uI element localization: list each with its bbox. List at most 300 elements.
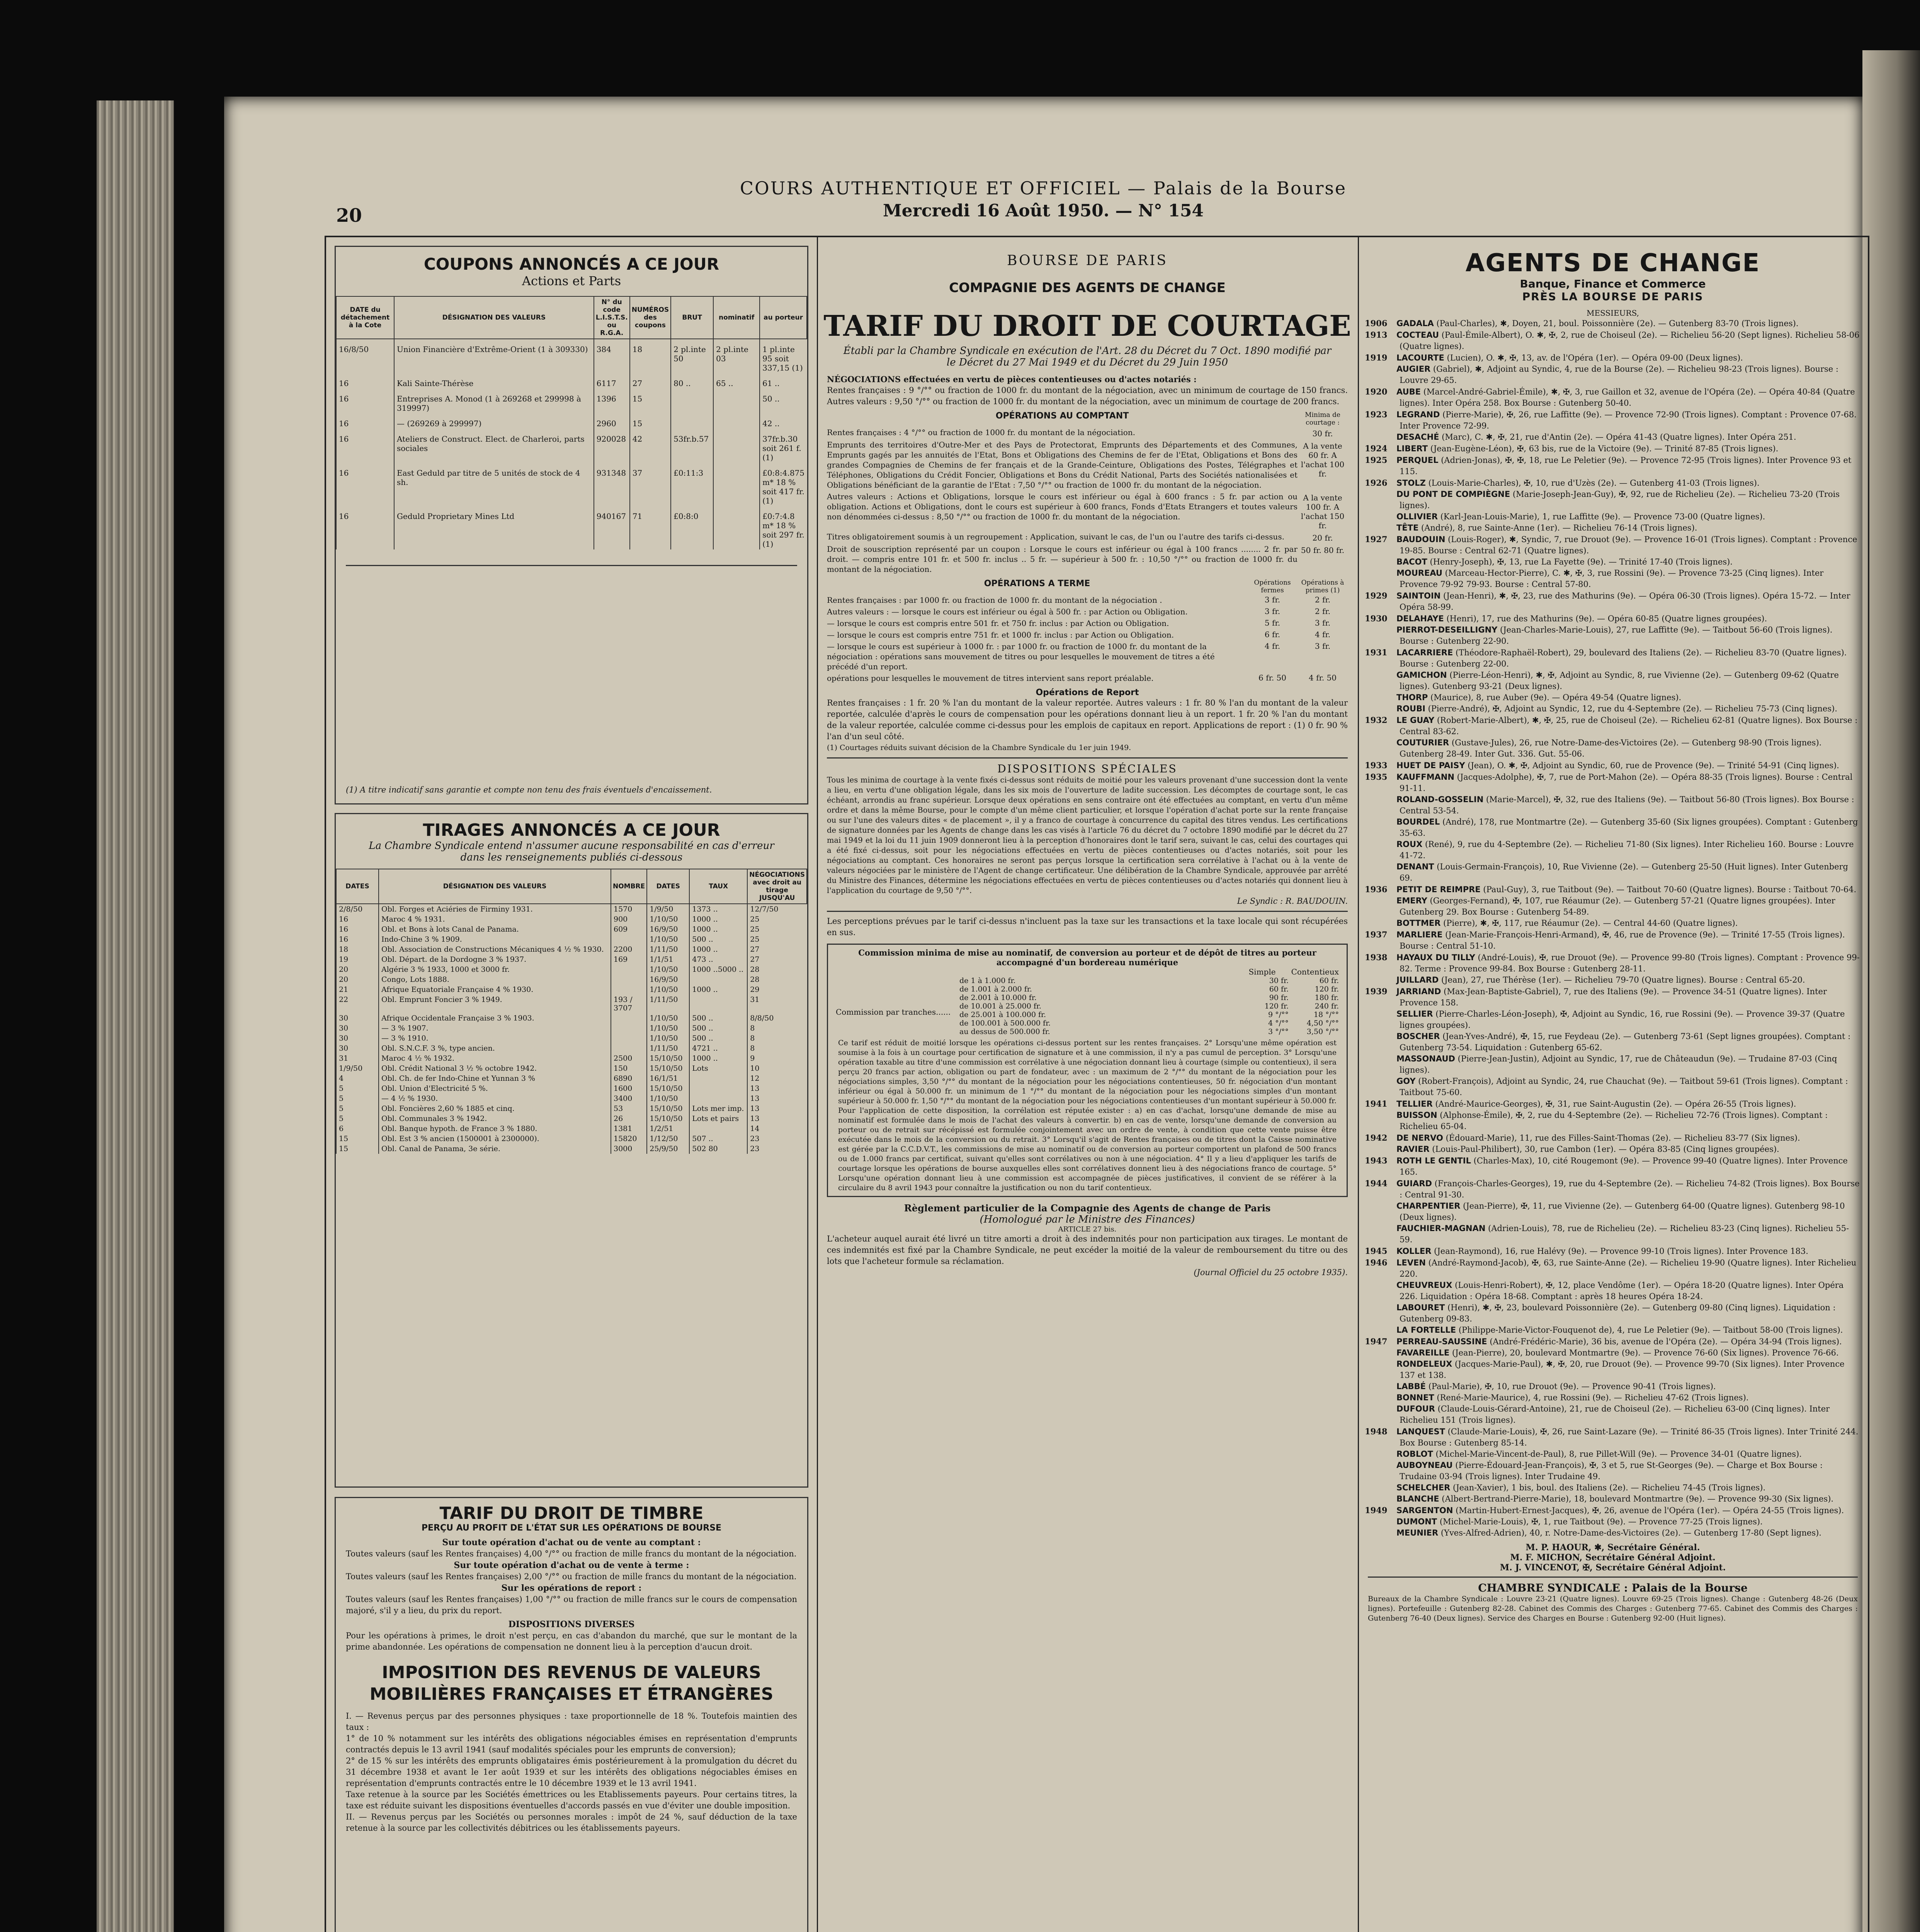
table-cell: 23 xyxy=(747,1144,807,1154)
compagnie-title: COMPAGNIE DES AGENTS DE CHANGE xyxy=(949,280,1226,296)
col-date: DATE du détachement à la Cote xyxy=(336,296,394,339)
col-nominatif: nominatif xyxy=(713,296,760,339)
table-cell: Union Financière d'Extrême-Orient (1 à 309330) xyxy=(394,339,594,373)
table-cell: Maroc 4 % 1931. xyxy=(379,914,611,924)
table-cell: — (269269 à 299997) xyxy=(394,413,594,429)
list-item xyxy=(959,993,1347,1002)
table-cell: 16 xyxy=(336,413,394,429)
list-item xyxy=(817,491,1358,531)
table-row xyxy=(336,1023,807,1033)
list-item xyxy=(817,594,1358,606)
agent-details: (Karl-Jean-Louis-Marie), 1, rue Laffitte (9e). — Provence 73-00 (Quatre lignes). xyxy=(1440,512,1765,521)
agent-details: (Charles-Max), 10, cité Rougemont (9e). — Provence 99-40 (Quatre lignes). Inter Provence 165. xyxy=(1400,1156,1848,1177)
agent-name: GOY xyxy=(1396,1077,1416,1086)
nego-title: NÉGOCIATIONS effectuées en vertu de pièces contentieuses ou d'actes notariés : xyxy=(827,374,1197,384)
table-cell: 1/10/50 xyxy=(647,934,689,944)
agent-details: (Georges-Fernand), ✠, 107, rue Réaumur (2e). — Gutenberg 57-21 (Quatre lignes groupées). Inter Gutenberg 29. Box Bourse : Gutenberg 54-89. xyxy=(1400,896,1835,917)
table-cell: 15/10/50 xyxy=(647,1083,689,1094)
table-cell: 8 xyxy=(747,1023,807,1033)
tirages-table-body xyxy=(336,904,807,1154)
list-item xyxy=(1365,556,1861,568)
col-remb-dates: DATES xyxy=(647,869,689,904)
table-cell: 30 xyxy=(336,1043,379,1053)
terme-primes: 2 fr. xyxy=(1315,595,1331,604)
agent-details: (Lucien), O. ✱, ✠, 13, av. de l'Opéra (1er). — Opéra 09-00 (Deux lignes). xyxy=(1447,353,1743,362)
comm-simple: 30 fr. xyxy=(1269,976,1289,985)
list-item xyxy=(1365,1155,1861,1178)
reglement-subtitle: (Homologué par le Ministre des Finances) xyxy=(980,1214,1195,1225)
table-row xyxy=(336,1013,807,1023)
agent-name: ROUBI xyxy=(1396,704,1425,713)
syndic-signature: Le Syndic : R. BAUDOUIN. xyxy=(1237,896,1348,906)
table-cell: £0:11:3 xyxy=(671,463,713,506)
comm-simple: 4 °/°° xyxy=(1268,1019,1289,1027)
agent-details: (André-Maurice-Georges), ✠, 31, rue Saint-Augustin (2e). — Opéra 26-55 (Trois lignes). xyxy=(1435,1099,1796,1109)
terme-text: Rentes françaises : par 1000 fr. ou fraction de 1000 fr. du montant de la négociation . xyxy=(827,595,1162,605)
agent-details: (René-Marie-Maurice), 4, rue Rossini (9e). — Richelieu 47-62 (Trois lignes). xyxy=(1437,1393,1749,1402)
left-column xyxy=(326,237,818,1932)
table-cell: 4721 .. xyxy=(689,1043,747,1053)
agent-name: SELLIER xyxy=(1396,1009,1433,1019)
timbre-t2: Toutes valeurs (sauf les Rentes françaises) 2,00 °/°° ou fraction de mille francs du montant de la négociation. xyxy=(346,1572,797,1581)
list-item xyxy=(1365,352,1861,364)
list-item xyxy=(1365,816,1861,839)
comm-simple: 60 fr. xyxy=(1269,985,1289,993)
comptant-text: Droit de souscription représenté par un coupon : Lorsque le cours est inférieur ou égal à 100 francs ........ 2 fr. par droit. — compris entre 101 fr. et 500 fr. inclus .. 5 fr. — supérieur à 500 fr. : 10,50 °/°° ou fraction de 1000 fr. du montant de la négociation. xyxy=(827,544,1298,574)
table-cell: 16 xyxy=(336,924,379,934)
table-cell xyxy=(713,389,760,413)
agent-details: (Jean-Yves-André), ✠, 15, rue Feydeau (2e). — Gutenberg 73-61 (Sept lignes groupées). Comptant : Gutenberg 73-54. Liquidation : Gutenberg 65-62. xyxy=(1400,1032,1851,1052)
table-cell: 500 .. xyxy=(689,934,747,944)
list-item xyxy=(1365,522,1861,534)
table-cell: 473 .. xyxy=(689,954,747,964)
terme-text: Autres valeurs : — lorsque le cours est inférieur ou égal à 500 fr. : par Action ou Obligation. xyxy=(827,607,1188,616)
agent-name: OLLIVIER xyxy=(1396,512,1438,521)
agent-details: (Robert-Marie-Albert), ✱, ✠, 25, rue de Choiseul (2e). — Richelieu 62-81 (Quatre lignes). Box Bourse : Central 83-62. xyxy=(1400,716,1858,736)
agent-details: (Claude-Marie-Louis), ✠, 26, rue Saint-Lazare (9e). — Trinité 86-35 (Trois lignes). Inter Trinité 244. Box Bourse : Gutenberg 85-14. xyxy=(1400,1427,1859,1447)
comm-col-simple: Simple xyxy=(1248,967,1276,976)
table-cell: 22 xyxy=(336,995,379,1013)
table-cell: Obl. Association de Constructions Mécaniques 4 ½ % 1930. xyxy=(379,944,611,954)
book-page-edges xyxy=(97,100,174,1932)
timbre-title: TARIF DU DROIT DE TIMBRE xyxy=(439,1503,704,1523)
agent-name: AUGIER xyxy=(1396,364,1431,374)
agent-details: (Jacques-Adolphe), ✠, 7, rue de Port-Mahon (2e). — Opéra 88-35 (Trois lignes). Bourse : Central 91-11. xyxy=(1400,772,1853,793)
agent-details: (Pierre-Marie), ✠, 26, rue Laffitte (9e). — Provence 72-90 (Trois lignes). Comptant : Provence 07-68. Inter Provence 72-99. xyxy=(1400,410,1857,430)
comptant-value: 50 fr. 80 fr. xyxy=(1301,546,1345,555)
table-cell: 15820 xyxy=(611,1134,647,1144)
table-cell: 3400 xyxy=(611,1094,647,1104)
comm-contentieux: 120 fr. xyxy=(1315,985,1339,993)
table-cell: 23 xyxy=(747,1134,807,1144)
comptant-title: OPÉRATIONS AU COMPTANT xyxy=(995,411,1129,421)
table-cell: 507 .. xyxy=(689,1134,747,1144)
agent-name: LABOURET xyxy=(1396,1303,1445,1312)
table-cell: 1/10/50 xyxy=(647,914,689,924)
table-row xyxy=(336,924,807,934)
terme-primes: 2 fr. xyxy=(1315,607,1331,616)
agent-details: (Jean), 27, rue Thérèse (1er). — Richelieu 79-70 (Quatre lignes). Bourse : Central 65-20. xyxy=(1441,975,1805,985)
terme-fermes: 4 fr. xyxy=(1264,641,1281,651)
agent-details: (Pierre-Jean-Justin), Adjoint au Syndic, 17, rue de Châteaudun (9e). — Trudaine 87-03 (Cinq lignes). xyxy=(1400,1054,1837,1075)
table-cell: 27 xyxy=(630,373,671,389)
list-item xyxy=(1365,737,1861,760)
table-cell: Obl. Crédit National 3 ½ % octobre 1942. xyxy=(379,1063,611,1073)
table-row xyxy=(336,1063,807,1073)
table-cell: 16 xyxy=(336,914,379,924)
agent-name: MEUNIER xyxy=(1396,1528,1439,1537)
agent-name: RAVIER xyxy=(1396,1145,1430,1154)
table-cell: 20 xyxy=(336,964,379,975)
dispositions-text: Tous les minima de courtage à la vente fixés ci-dessus sont réduits de moitié pour les valeurs provenant d'une succession dont la vente a lieu, en vertu d'une obligation légale, dans les six mois de l'ouverture de ladite succession. Les décomptes de courtage sont, le cas échéant, arrondis au franc supérieur. Lorsque deux opérations en sens contraire ont été effectuées au comptant, en vertu d'un même ordre et dans la même Bourse, pour le compte d'un même client particulier, et lorsque l'opération d'achat porte sur la rente française ou sur l'une des valeurs dites « de placement », il y a franco de courtage à concurrence du capital des titres vendus. Les certifications de signature données par les Agents de change dans les cas visés à l'article 76 du décret du 7 octobre 1890 modifié par le décret du 27 mai 1949 et la loi du 11 juin 1909 donneront lieu à la perception d'honoraires dont le tarif sera, suivant le cas, celui des courtages qui a été fixé ci-dessus, soit pour les négociations effectuées en vertu de pièces contentieuses ou d'actes notariés, soit pour les négociations au comptant. Ces honoraires ne seront pas perçus lorsque la certification sera corrélative à l'achat ou à la vente de valeurs négociées par le ministère de l'Agent de change certificateur. Une délibération de la Chambre Syndicale, approuvée par arrêté du Ministre des Finances, détermine les négociations effectuées en vertu de pièces contentieuses ou d'actes notariés qui donnent lieu à l'application du courtage de 9,50 °/°°. xyxy=(827,776,1348,895)
agent-name: DELAHAYE xyxy=(1396,614,1444,623)
secretaire-vincenot: M. J. VINCENOT, ✠, Secrétaire Général Adjoint. xyxy=(1500,1563,1726,1573)
list-item xyxy=(817,543,1358,575)
comptant-text: Autres valeurs : Actions et Obligations, lorsque le cours est inférieur ou égal à 600 francs : 5 fr. par action ou obligation. Actions et Obligations, dont le cours est supérieur à 600 francs, Fonds d'Etats Etrangers et toutes valeurs non dénommées ci-dessus : 8,50 °/°° ou fraction de 1000 fr. du montant de la négociation. xyxy=(827,492,1298,521)
timbre-t4: Pour les opérations à primes, le droit n'est perçu, en cas d'abandon du marché, que sur le montant de la prime abandonnée. Les opérations de compensation ne donnent lieu à la perception d'aucun droit. xyxy=(346,1631,797,1651)
agent-year: 1923 xyxy=(1365,410,1388,419)
agent-year: 1935 xyxy=(1365,772,1388,782)
table-cell: Obl. Union d'Electricité 5 %. xyxy=(379,1083,611,1094)
table-row xyxy=(336,373,807,389)
agent-year: 1933 xyxy=(1365,760,1388,770)
table-row xyxy=(336,1043,807,1053)
comptant-value: 20 fr. xyxy=(1312,533,1333,543)
table-cell: 5 xyxy=(336,1083,379,1094)
table-cell xyxy=(611,975,647,985)
agent-details: (Marc), C. ✱, ✠, 21, rue d'Antin (2e). — Opéra 41-43 (Quatre lignes). Inter Opéra 251. xyxy=(1442,432,1796,442)
table-cell: 1000 ..5000 .. xyxy=(689,964,747,975)
nego-text: Rentes françaises : 9 °/°° ou fraction de 1000 fr. du montant de la négociation, avec un minimum de courtage de 150 francs. Autres valeurs : 9,50 °/°° ou fraction de 1000 fr. du montant de la négociation, avec un minimum de courtage de 200 francs. xyxy=(827,386,1348,406)
table-cell: 931348 xyxy=(594,463,630,506)
report-note: (1) Courtages réduits suivant décision de la Chambre Syndicale du 1er juin 1949. xyxy=(827,743,1131,752)
table-cell: 500 .. xyxy=(689,1013,747,1023)
comm-contentieux: 180 fr. xyxy=(1315,993,1339,1002)
imposition-t2: 1° de 10 % notamment sur les intérêts des obligations négociables émises en représentation d'emprunts contractés depuis le 13 avril 1941 (sauf modalités spéciales pour les emprunts de conversion); xyxy=(346,1734,797,1754)
secretaire-michon: M. F. MICHON, Secrétaire Général Adjoint. xyxy=(1510,1553,1716,1563)
list-item xyxy=(1365,760,1861,771)
table-cell: 5 xyxy=(336,1094,379,1104)
col-porteur: au porteur xyxy=(760,296,807,339)
reglement-article: ARTICLE 27 bis. xyxy=(1058,1225,1117,1233)
table-row xyxy=(336,1033,807,1043)
list-item xyxy=(959,976,1347,985)
tarif-courtage-title: TARIF DU DROIT DE COURTAGE xyxy=(823,310,1351,343)
list-item xyxy=(1365,929,1861,952)
agent-name: MOUREAU xyxy=(1396,568,1442,578)
table-row xyxy=(336,506,807,549)
table-cell: 18 xyxy=(336,944,379,954)
agent-details: (André-Frédéric-Marie), 36 bis, avenue de l'Opéra (2e). — Opéra 34-94 (Trois lignes). xyxy=(1490,1337,1842,1346)
table-cell: £0:8:0 xyxy=(671,506,713,549)
agent-name: FAUCHIER-MAGNAN xyxy=(1396,1224,1486,1233)
agent-name: LIBERT xyxy=(1396,444,1428,453)
tarif-courtage-subtitle: Établi par la Chambre Syndicale en exécution de l'Art. 28 du Décret du 7 Oct. 1890 modifié par le Décret du 27 Mai 1949 et du Décret du 29 Juin 1950 xyxy=(843,345,1332,368)
table-cell xyxy=(611,1033,647,1043)
table-cell xyxy=(611,1013,647,1023)
list-item xyxy=(1365,1392,1861,1403)
report-rule xyxy=(827,757,1348,759)
list-item xyxy=(1365,489,1861,511)
agent-name: KOLLER xyxy=(1396,1247,1432,1256)
table-cell: 1600 xyxy=(611,1083,647,1094)
timbre-s3: Sur les opérations de report : xyxy=(501,1583,642,1593)
table-cell: Lots mer imp. xyxy=(689,1104,747,1114)
table-cell: — 4 ½ % 1930. xyxy=(379,1094,611,1104)
comm-contentieux: 3,50 °/°° xyxy=(1306,1027,1339,1036)
list-item xyxy=(1365,1403,1861,1426)
agent-details: (Pierre), ✱, ✠, 117, rue Réaumur (2e). — Central 44-60 (Quatre lignes). xyxy=(1443,918,1738,928)
col-tirage-designation: DÉSIGNATION DES VALEURS xyxy=(379,869,611,904)
comm-simple: 90 fr. xyxy=(1269,993,1289,1002)
agent-name: DE NERVO xyxy=(1396,1133,1443,1143)
perceptions-note: Les perceptions prévues par le tarif ci-dessus n'incluent pas la taxe sur les transactions et la taxe locale qui sont récupérées en sus. xyxy=(827,917,1348,937)
table-cell: 30 xyxy=(336,1033,379,1043)
agent-year: 1937 xyxy=(1365,930,1388,939)
table-cell: 29 xyxy=(747,985,807,995)
table-row xyxy=(336,1104,807,1114)
comptant-text: Emprunts des territoires d'Outre-Mer et des Pays de Protectorat, Emprunts des Départements et des Communes, Emprunts gagés par les annuités de l'Etat, Bons et Obligations des Chemins de fer de l'Etat, Obligations et Bons des grandes Compagnies de Chemins de fer français et de la Grande-Ceinture, Obligations des Postes, Télégraphes et Téléphones, Obligations du Crédit Foncier, Obligations et Bons du Crédit National, Parts des Sociétés nationalisées et Obligations bénéficiant de la garantie de l'Etat : 7,50 °/°° ou fraction de 1000 fr. du montant de la négociation. xyxy=(827,440,1298,490)
col-nombre: NOMBRE xyxy=(611,869,647,904)
table-row xyxy=(336,1094,807,1104)
agents-title: AGENTS DE CHANGE xyxy=(1465,249,1760,277)
col-negociations: NÉGOCIATIONS avec droit au tirage JUSQU'AU xyxy=(747,869,807,904)
chambre-text: Bureaux de la Chambre Syndicale : Louvre 23-21 (Quatre lignes). Louvre 69-25 (Trois lignes). Change : Gutenberg 48-26 (Deux lignes). Portefeuille : Gutenberg 82-28. Cabinet des Commis des Charges : Gutenberg 77-65. Cabinet des Commis des Charges : Gutenberg 76-40 (Deux lignes). Service des Charges en Bourse : Gutenberg 92-00 (Huit lignes). xyxy=(1368,1595,1858,1622)
table-cell: 13 xyxy=(747,1114,807,1124)
table-cell: 16 xyxy=(336,463,394,506)
agent-details: (Marcel-André-Gabriel-Émile), ✱, ✠, 3, rue Gaillon et 32, avenue de l'Opéra (2e). — Opéra 40-84 (Quatre lignes). Inter Opéra 258. Box Bourse : Gutenberg 50-40. xyxy=(1400,387,1855,408)
agent-details: (Marie-Marcel), ✠, 32, rue des Italiens (9e). — Taitbout 56-80 (Trois lignes). Box Bourse : Central 53-54. xyxy=(1400,795,1854,815)
table-row xyxy=(336,1083,807,1094)
table-cell: 1/10/50 xyxy=(647,1023,689,1033)
comm-rows xyxy=(959,976,1347,1036)
agent-name: CHARPENTIER xyxy=(1396,1201,1461,1211)
timbre-subtitle: PERÇU AU PROFIT DE L'ÉTAT SUR LES OPÉRATIONS DE BOURSE xyxy=(421,1523,722,1533)
agent-year: 1942 xyxy=(1365,1133,1388,1143)
agent-name: TELLIER xyxy=(1396,1099,1433,1109)
table-cell: Maroc 4 ½ % 1932. xyxy=(379,1053,611,1063)
table-row xyxy=(336,964,807,975)
table-row xyxy=(336,1053,807,1063)
table-cell xyxy=(611,964,647,975)
coupons-subtitle: Actions et Parts xyxy=(522,274,621,288)
table-cell: 31 xyxy=(336,1053,379,1063)
terme-primes: 4 fr. xyxy=(1315,630,1331,639)
agent-details: (Jean-Pierre), 20, boulevard Montmartre (9e). — Provence 76-60 (Six lignes). Provence 76-66. xyxy=(1452,1348,1839,1357)
table-cell xyxy=(671,389,713,413)
table-cell xyxy=(671,413,713,429)
table-cell: Obl. S.N.C.F. 3 %, type ancien. xyxy=(379,1043,611,1053)
comm-simple: 9 °/°° xyxy=(1268,1010,1289,1019)
agent-details: (Martin-Hubert-Ernest-Jacques), ✠, 26, avenue de l'Opéra (1er). — Opéra 24-55 (Trois lignes). xyxy=(1456,1506,1844,1515)
agent-name: TÊTE xyxy=(1396,523,1419,532)
comm-simple: 3 °/°° xyxy=(1268,1027,1289,1036)
comm-range: au dessus de 500.000 fr. xyxy=(959,1027,1050,1036)
terme-primes: 3 fr. xyxy=(1315,641,1331,651)
timbre-section xyxy=(335,1497,808,1932)
table-cell: East Geduld par titre de 5 unités de stock de 4 sh. xyxy=(394,463,594,506)
agent-name: BONNET xyxy=(1396,1393,1434,1402)
agent-details: (René), 9, rue du 4-Septembre (2e). — Richelieu 71-80 (Six lignes). Inter Richelieu 160. Bourse : Louvre 41-72. xyxy=(1400,840,1854,860)
agent-year: 1945 xyxy=(1365,1246,1388,1256)
comm-simple: 120 fr. xyxy=(1264,1002,1289,1010)
comptant-value: A la vente 100 fr. A l'achat 150 fr. xyxy=(1301,493,1345,530)
list-item xyxy=(1365,895,1861,918)
list-item xyxy=(1365,703,1861,714)
agent-details: (Louis-Germain-François), 10, Rue Vivienne (2e). — Gutenberg 25-50 (Huit lignes). Inter Gutenberg 69. xyxy=(1400,862,1848,883)
col-taux: TAUX xyxy=(689,869,747,904)
table-cell: 1/12/50 xyxy=(647,1134,689,1144)
list-item xyxy=(817,641,1358,672)
list-item xyxy=(1365,692,1861,703)
table-cell: 42 .. xyxy=(760,413,807,429)
agent-details: (Louis-Paul-Philibert), 30, rue Cambon (1er). — Opéra 83-85 (Cinq lignes groupées). xyxy=(1432,1145,1779,1154)
agent-name: DESACHÉ xyxy=(1396,432,1439,442)
imposition-t1: I. — Revenus perçus par des personnes physiques : taxe proportionnelle de 18 %. Toutefois maintien des taux : xyxy=(346,1711,797,1732)
table-row xyxy=(336,1134,807,1144)
agent-details: (Jacques-Marie-Paul), ✱, ✠, 20, rue Drouot (9e). — Provence 99-70 (Six lignes). Inter Provence 137 et 138. xyxy=(1400,1359,1845,1380)
terme-text: opérations pour lesquelles le mouvement de titres intervient sans report préalable. xyxy=(827,673,1154,683)
list-item xyxy=(1365,1223,1861,1245)
table-cell: 50 .. xyxy=(760,389,807,413)
list-item xyxy=(1365,386,1861,409)
agent-year: 1939 xyxy=(1365,986,1388,996)
table-row xyxy=(336,413,807,429)
agent-details: (Adrien-Louis), 78, rue de Richelieu (2e). — Richelieu 83-23 (Cinq lignes). Richelieu 55-59. xyxy=(1400,1224,1849,1244)
agents-messieurs: MESSIEURS, xyxy=(1587,308,1639,318)
agent-name: BUISSON xyxy=(1396,1111,1437,1120)
table-cell: 500 .. xyxy=(689,1023,747,1033)
list-item xyxy=(1365,1053,1861,1076)
agent-details: (André-Louis), ✠, rue Drouot (9e). — Provence 99-80 (Trois lignes). Comptant : Provence 99-82. Terme : Provence 99-84. Box Bourse : Gutenberg 28-11. xyxy=(1400,953,1860,973)
table-cell: 31 xyxy=(747,995,807,1013)
table-cell: 920028 xyxy=(594,429,630,463)
agent-name: FAVAREILLE xyxy=(1396,1348,1450,1357)
chambre-title: CHAMBRE SYNDICALE : Palais de la Bourse xyxy=(1478,1582,1748,1594)
table-cell: 16 xyxy=(336,429,394,463)
comptant-value: A la vente 60 fr. A l'achat 100 fr. xyxy=(1301,441,1345,478)
table-cell xyxy=(689,1073,747,1083)
table-cell: Obl. Communales 3 % 1942. xyxy=(379,1114,611,1124)
list-item xyxy=(817,606,1358,617)
report-title: Opérations de Report xyxy=(1036,688,1139,697)
table-cell: 3000 xyxy=(611,1144,647,1154)
agent-name: PETIT DE REIMPRE xyxy=(1396,885,1481,894)
table-row xyxy=(336,954,807,964)
table-cell: 940167 xyxy=(594,506,630,549)
table-cell: 8/8/50 xyxy=(747,1013,807,1023)
table-row xyxy=(336,904,807,914)
table-cell: Lots xyxy=(689,1063,747,1073)
agent-name: DU PONT DE COMPIÈGNE xyxy=(1396,490,1510,499)
list-item xyxy=(817,427,1358,439)
agent-details: (Claude-Louis-Gérard-Antoine), 21, rue de Choiseul (2e). — Richelieu 63-00 (Cinq lignes). Inter Richelieu 151 (Trois lignes). xyxy=(1400,1404,1830,1425)
chambre-rule xyxy=(1368,1577,1858,1578)
table-cell: 1000 .. xyxy=(689,924,747,934)
list-item xyxy=(1365,329,1861,352)
agent-details: (Paul-Émile-Albert), O. ✱, ✠, 2, rue de Choiseul (2e). — Richelieu 56-20 (Sept lignes). Richelieu 58-06 (Quatre lignes). xyxy=(1400,330,1860,351)
agent-name: DUMONT xyxy=(1396,1517,1437,1526)
table-cell: 37 xyxy=(630,463,671,506)
table-cell: 80 .. xyxy=(671,373,713,389)
table-row xyxy=(336,995,807,1013)
list-item xyxy=(1365,1302,1861,1325)
list-item xyxy=(1365,1245,1861,1257)
table-cell: 1570 xyxy=(611,904,647,914)
agent-name: LANQUEST xyxy=(1396,1427,1445,1436)
coupons-section xyxy=(335,246,808,804)
table-cell: 900 xyxy=(611,914,647,924)
agent-details: (Gabriel), ✱, Adjoint au Syndic, 4, rue de la Bourse (2e). — Richelieu 98-23 (Trois lignes). Bourse : Louvre 29-65. xyxy=(1400,364,1838,385)
table-cell: 1000 .. xyxy=(689,944,747,954)
table-cell: 1/10/50 xyxy=(647,964,689,975)
table-cell: 502 80 xyxy=(689,1144,747,1154)
agent-name: DENANT xyxy=(1396,862,1434,871)
agent-name: AUBE xyxy=(1396,387,1421,396)
imposition-t3: 2° de 15 % sur les intérêts des emprunts obligataires émis postérieurement à la promulgation du décret du 31 décembre 1938 et avant le 1er août 1939 et sur les intérêts des obligations négociables émises en représentation d'emprunts contractés entre le 10 décembre 1939 et le 13 avril 1941. xyxy=(346,1756,797,1788)
coupons-table xyxy=(336,296,807,549)
list-item xyxy=(1365,1031,1861,1053)
table-cell: Kali Sainte-Thérèse xyxy=(394,373,594,389)
list-item xyxy=(1365,918,1861,929)
agent-details: (Théodore-Raphaël-Robert), 29, boulevard des Italiens (2e). — Richelieu 83-70 (Quatre lignes). Bourse : Gutenberg 22-00. xyxy=(1400,648,1847,668)
agent-details: (André), 178, rue Montmartre (2e). — Gutenberg 35-60 (Six lignes groupées). Comptant : Gutenberg 35-63. xyxy=(1400,817,1858,838)
list-item xyxy=(1365,714,1861,737)
table-cell: 1381 xyxy=(611,1124,647,1134)
agent-details: (Henri), 17, rue des Mathurins (9e). — Opéra 60-85 (Quatre lignes groupées). xyxy=(1446,614,1767,623)
table-cell: Algérie 3 % 1933, 1000 et 3000 fr. xyxy=(379,964,611,975)
timbre-s2: Sur toute opération d'achat ou de vente à terme : xyxy=(454,1560,689,1570)
list-item xyxy=(1365,794,1861,816)
comm-range: de 10.001 à 25.000 fr. xyxy=(959,1002,1041,1010)
table-cell: 1/10/50 xyxy=(647,1013,689,1023)
table-cell: 13 xyxy=(747,1083,807,1094)
table-cell: 21 xyxy=(336,985,379,995)
table-cell: Obl. et Bons à lots Canal de Panama. xyxy=(379,924,611,934)
list-item xyxy=(817,531,1358,543)
agent-year: 1936 xyxy=(1365,884,1388,894)
agent-year: 1926 xyxy=(1365,478,1388,488)
agent-name: ROLAND-GOSSELIN xyxy=(1396,795,1484,804)
agent-year: 1932 xyxy=(1365,715,1388,725)
table-cell: 1/10/50 xyxy=(647,1094,689,1104)
table-cell: 25/9/50 xyxy=(647,1144,689,1154)
table-cell: 1/11/50 xyxy=(647,1043,689,1053)
table-cell: Entreprises A. Monod (1 à 269268 et 299998 à 319997) xyxy=(394,389,594,413)
terme-text: — lorsque le cours est supérieur à 1000 fr. : par 1000 fr. ou fraction de 1000 fr. du montant de la négociation : opérations sans mouvement de titres ou pour lesquelles le mouvement de titres a été précédé d'un report. xyxy=(827,642,1215,671)
list-item xyxy=(1365,1098,1861,1110)
list-item xyxy=(1365,318,1861,329)
agent-details: (Max-Jean-Baptiste-Gabriel), 7, rue des Italiens (9e). — Provence 34-51 (Quatre lignes). Inter Provence 158. xyxy=(1400,987,1827,1007)
list-item xyxy=(1365,1201,1861,1223)
agent-details: (Pierre-Édouard-Jean-François), ✠, 3 et 5, rue St-Georges (9e). — Charge et Box Bourse : Trudaine 03-94 (Trois lignes). Inter Trudaine 49. xyxy=(1400,1461,1823,1481)
table-cell: 27 xyxy=(747,944,807,954)
agent-details: (Jean-Raymond), 16, rue Halévy (9e). — Provence 99-10 (Trois lignes). Inter Provence 183. xyxy=(1434,1247,1808,1256)
agent-details: (Paul-Charles), ✱, Doyen, 21, boul. Poissonnière (2e). — Gutenberg 83-70 (Trois lignes). xyxy=(1436,319,1799,328)
list-item xyxy=(1365,670,1861,692)
table-cell: 53fr.b.57 xyxy=(671,429,713,463)
tirages-section xyxy=(335,813,808,1488)
table-cell: 30 xyxy=(336,1013,379,1023)
table-cell: Obl. Banque hypoth. de France 3 % 1880. xyxy=(379,1124,611,1134)
agent-year: 1941 xyxy=(1365,1099,1388,1109)
agent-name: THORP xyxy=(1396,693,1428,702)
table-row xyxy=(336,1114,807,1124)
agent-name: RONDELEUX xyxy=(1396,1359,1452,1369)
agent-details: (Édouard-Marie), 11, rue des Filles-Saint-Thomas (2e). — Richelieu 83-77 (Six lignes). xyxy=(1446,1133,1800,1143)
table-cell: Obl. Foncières 2,60 % 1885 et cinq. xyxy=(379,1104,611,1114)
table-cell xyxy=(689,975,747,985)
